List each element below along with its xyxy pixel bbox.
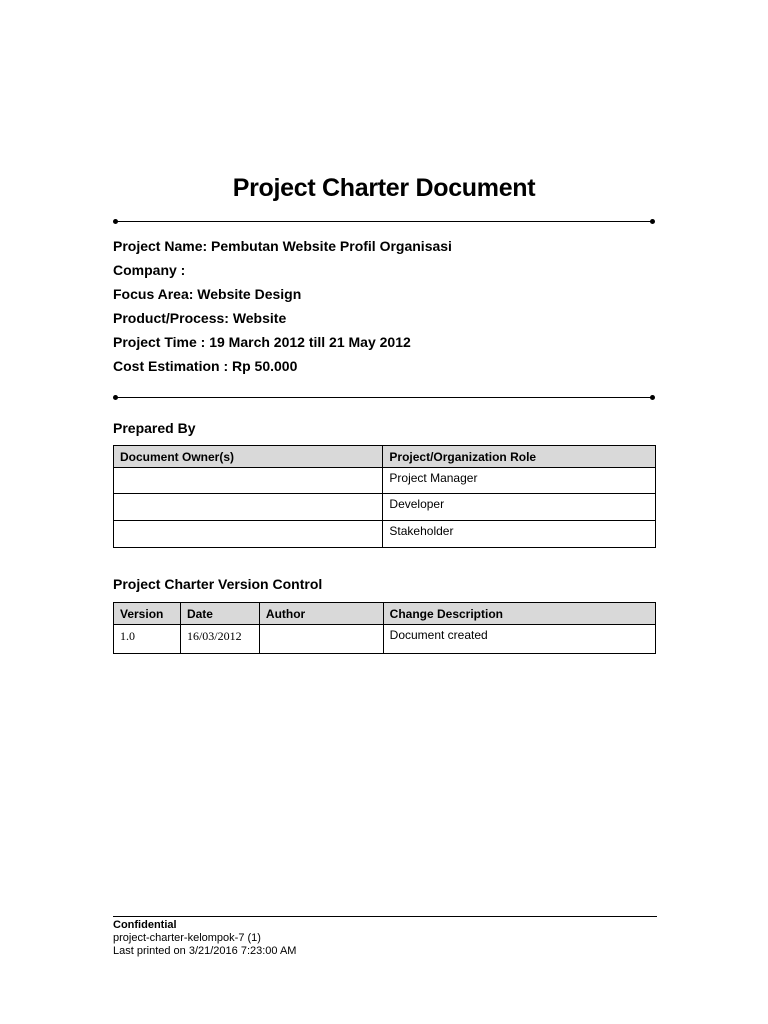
divider-dot: [650, 395, 655, 400]
role-cell: Project Manager: [383, 468, 656, 494]
company: Company :: [113, 262, 186, 278]
divider-dot: [113, 395, 118, 400]
focus-area: Focus Area: Website Design: [113, 286, 302, 302]
page-footer: [113, 919, 296, 958]
table-header-row: [114, 603, 656, 625]
version-cell: 1.0: [114, 625, 181, 654]
column-header: Author: [259, 603, 383, 625]
table-row: [114, 625, 656, 654]
description-cell: Document created: [383, 625, 655, 654]
product-process: Product/Process: Website: [113, 310, 287, 326]
divider-dot: [113, 219, 118, 224]
divider-dot: [650, 219, 655, 224]
version-control-heading: Project Charter Version Control: [113, 576, 323, 592]
column-header: Project/Organization Role: [383, 446, 656, 468]
table-header-row: [114, 446, 656, 468]
project-name: Project Name: Pembutan Website Profil Organisasi: [113, 238, 452, 254]
confidential-label: Confidential: [113, 919, 177, 931]
table-row: [114, 521, 656, 548]
date-cell: 16/03/2012: [180, 625, 259, 654]
footer-divider: [113, 916, 657, 917]
project-time: Project Time : 19 March 2012 till 21 May 2012: [113, 334, 411, 350]
column-header: Version: [114, 603, 181, 625]
prepared-by-heading: Prepared By: [113, 420, 196, 436]
prepared-by-table: [113, 445, 656, 548]
owner-cell: [114, 468, 383, 494]
cost-estimation: Cost Estimation : Rp 50.000: [113, 358, 298, 374]
owner-cell: [114, 521, 383, 548]
header-divider: [115, 221, 653, 222]
footer-filename: project-charter-kelompok-7 (1): [113, 932, 261, 944]
version-control-table: [113, 602, 656, 654]
footer-last-printed: Last printed on 3/21/2016 7:23:00 AM: [113, 945, 297, 957]
column-header: Date: [180, 603, 259, 625]
table-row: [114, 494, 656, 521]
role-cell: Stakeholder: [383, 521, 656, 548]
table-row: [114, 468, 656, 494]
role-cell: Developer: [383, 494, 656, 521]
info-divider: [115, 397, 653, 398]
author-cell: [259, 625, 383, 654]
page-title: Project Charter Document: [232, 174, 536, 202]
column-header: Document Owner(s): [114, 446, 383, 468]
column-header: Change Description: [383, 603, 655, 625]
owner-cell: [114, 494, 383, 521]
project-info: [113, 234, 452, 378]
